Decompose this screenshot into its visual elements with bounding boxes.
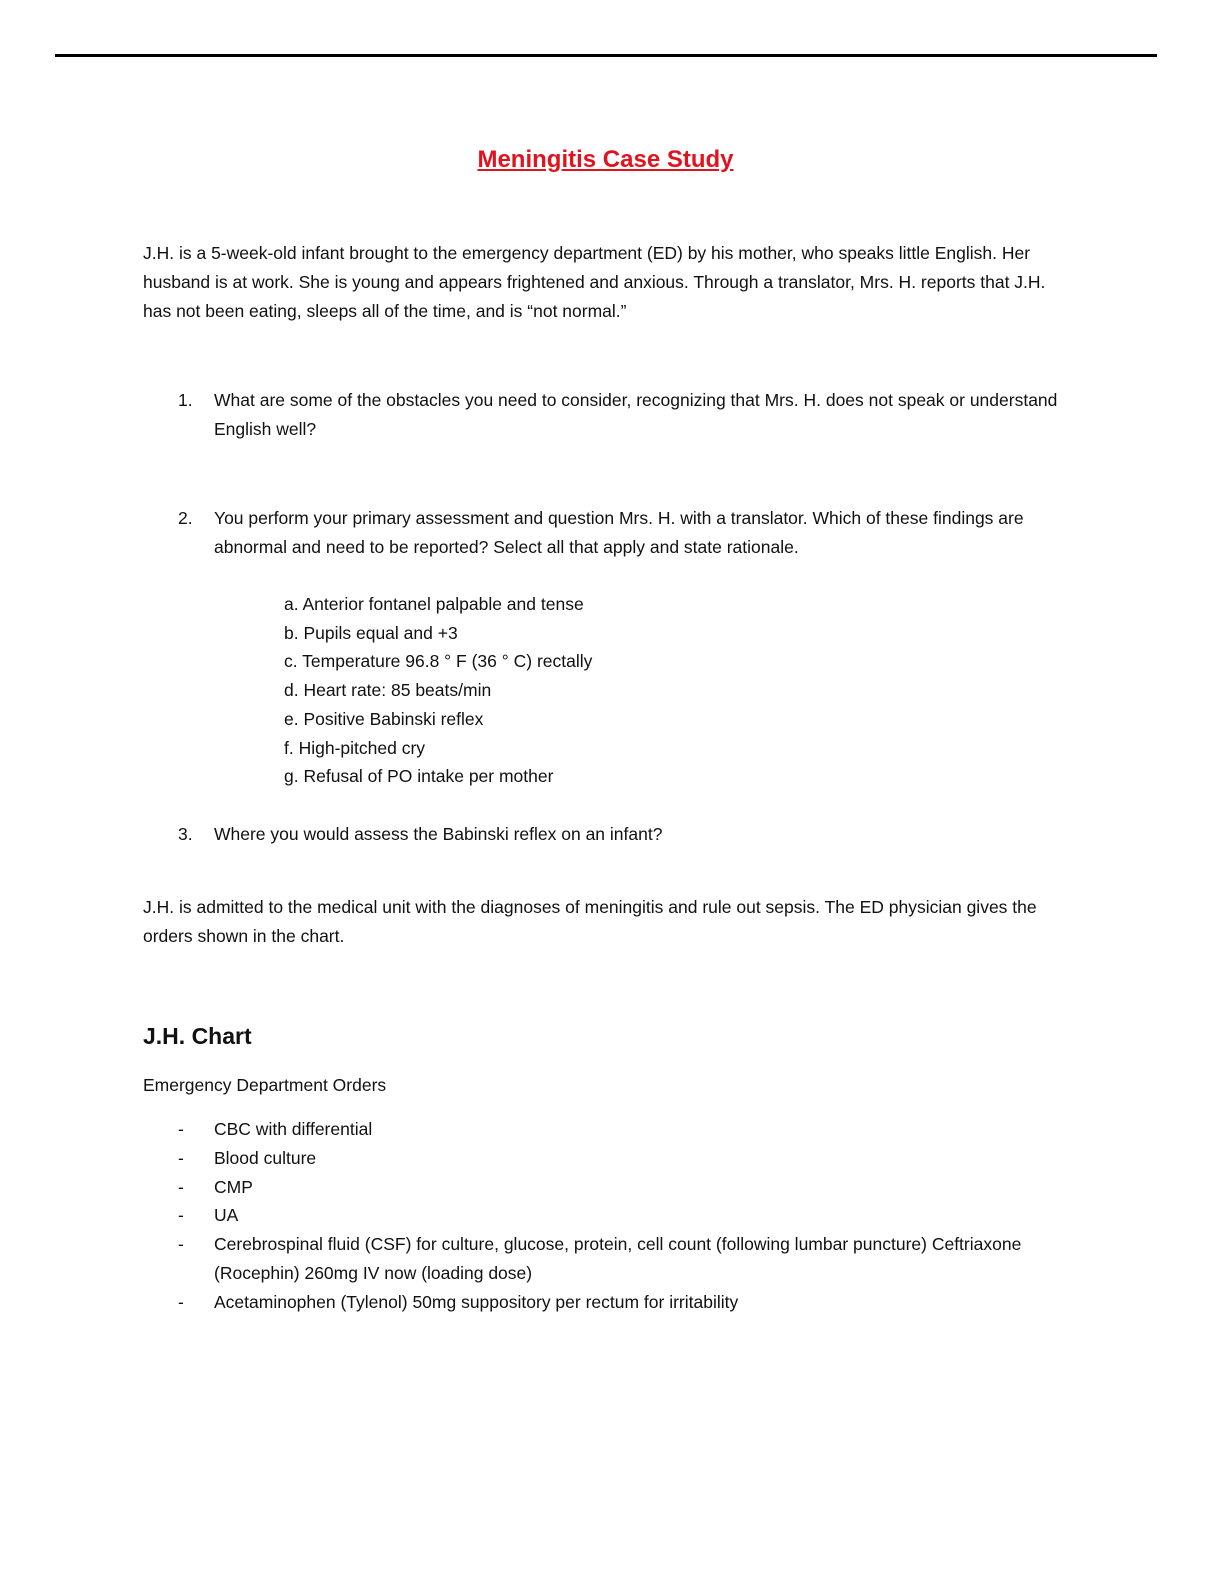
order-text: Cerebrospinal fluid (CSF) for culture, glucose, protein, cell count (following lumbar puncture) Ceftriaxone (Rocephin) 260mg IV now (loading dose) (214, 1234, 1022, 1283)
question-3 (178, 820, 1068, 849)
question-number: 2. (178, 508, 193, 528)
order-text: UA (214, 1205, 239, 1226)
question-2 (178, 504, 1068, 562)
order-text: CBC with differential (214, 1119, 373, 1139)
option-item: g. Refusal of PO intake per mother (284, 766, 554, 787)
option-item: c. Temperature 96.8 ° F (36 ° C) rectally (284, 651, 593, 672)
orders-title: Emergency Department Orders (143, 1075, 387, 1095)
dash-bullet: - (178, 1291, 184, 1312)
order-item (178, 1144, 1068, 1173)
question-text: You perform your primary assessment and question Mrs. H. with a translator. Which of these findings are abnormal and need to be reported? Select all that apply and state rationale. (214, 508, 1024, 557)
option-item: a. Anterior fontanel palpable and tense (284, 594, 584, 614)
dash-bullet: - (178, 1119, 184, 1139)
answer-options (284, 590, 592, 791)
question-number: 1. (178, 390, 193, 410)
chart-heading: J.H. Chart (143, 1023, 252, 1049)
dash-bullet: - (178, 1147, 184, 1168)
admission-note: J.H. is admitted to the medical unit with the diagnoses of meningitis and rule out sepsis. The ED physician gives the orders shown in the chart. (143, 897, 1037, 946)
order-item (178, 1115, 1068, 1144)
order-text: Blood culture (214, 1147, 317, 1168)
order-text: CMP (214, 1176, 253, 1197)
case-intro: J.H. is a 5-week-old infant brought to the emergency department (ED) by his mother, who speaks little English. Her husband is at work. She is young and appears frightened and anxious. Through a translator, Mrs. H. reports that J.H. has not been eating, sleeps all of the time, and is “not normal.” (143, 243, 1046, 321)
order-item (178, 1173, 1068, 1202)
order-item (178, 1201, 1068, 1230)
question-1 (178, 386, 1068, 444)
option-item: b. Pupils equal and +3 (284, 622, 458, 643)
order-item (178, 1288, 1068, 1317)
option-item: f. High-pitched cry (284, 737, 426, 758)
dash-bullet: - (178, 1205, 184, 1226)
order-text: Acetaminophen (Tylenol) 50mg suppository per rectum for irritability (214, 1291, 739, 1312)
orders-list (178, 1115, 1068, 1317)
header-rule (55, 54, 1157, 57)
dash-bullet: - (178, 1176, 184, 1197)
question-number: 3. (178, 824, 193, 844)
question-text: Where you would assess the Babinski reflex on an infant? (214, 824, 663, 844)
option-item: e. Positive Babinski reflex (284, 708, 484, 729)
order-item (178, 1230, 1068, 1288)
document-title: Meningitis Case Study (477, 146, 734, 173)
option-item: d. Heart rate: 85 beats/min (284, 680, 492, 701)
question-text: What are some of the obstacles you need to consider, recognizing that Mrs. H. does not speak or understand English well? (214, 390, 1058, 439)
dash-bullet: - (178, 1234, 184, 1255)
